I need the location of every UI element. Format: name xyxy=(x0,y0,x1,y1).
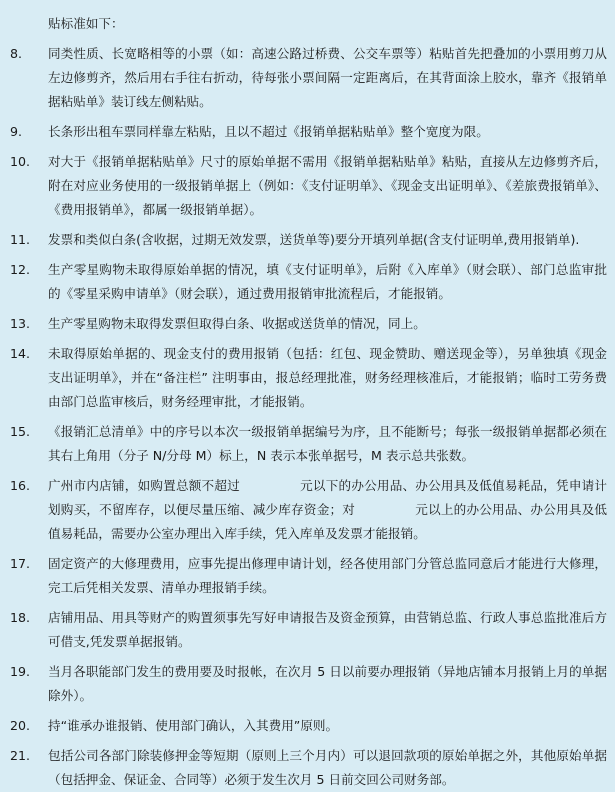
item-text: 持“谁承办谁报销、使用部门确认，入其费用”原则。 xyxy=(48,718,339,733)
rules-list xyxy=(8,42,607,792)
item-text: 生产零星购物未取得发票但取得白条、收据或送货单的情况，同上。 xyxy=(48,316,426,331)
item-number: 18. xyxy=(10,610,31,625)
item-number: 12. xyxy=(10,262,31,277)
list-item xyxy=(8,342,607,414)
item-number: 10. xyxy=(10,154,31,169)
list-item xyxy=(8,606,607,654)
item-number: 13. xyxy=(10,316,31,331)
item-text: 当月各职能部门发生的费用要及时报帐，在次月 5 日以前要办理报销（异地店铺本月报销上月的单据除外）。 xyxy=(48,664,607,703)
item-number: 14. xyxy=(10,346,31,361)
item-text: 店铺用品、用具等财产的购置须事先写好申请报告及资金预算，由营销总监、行政人事总监批准后方可借支,凭发票单据报销。 xyxy=(48,610,607,649)
list-item xyxy=(8,258,607,306)
item-text-part: 广州市内店铺，如购置总额不超过 xyxy=(48,478,240,493)
item-number: 15. xyxy=(10,424,31,439)
item-text: 生产零星购物未取得原始单据的情况，填《支付证明单》，后附《入库单》（财会联）、部门总监审批的《零星采购申请单》（财会联），通过费用报销审批流程后，才能报销。 xyxy=(48,262,607,301)
item-number: 19. xyxy=(10,664,31,679)
item-text: 长条形出租车票同样靠左粘贴，且以不超过《报销单据粘贴单》整个宽度为限。 xyxy=(48,124,489,139)
list-item xyxy=(8,474,607,546)
item-text: 《报销汇总清单》中的序号以本次一级报销单据编号为序，且不能断号；每张一级报销单据都必须在其右上角用（分子 N/分母 M）标上，N 表示本张单据号，M 表示总共张数。 xyxy=(48,424,607,463)
item-text: 固定资产的大修理费用，应事先提出修理申请计划，经各使用部门分管总监同意后才能进行大修理，完工后凭相关发票、清单办理报销手续。 xyxy=(48,556,607,595)
intro-text: 贴标准如下： xyxy=(48,16,124,31)
item-number: 8. xyxy=(10,46,23,61)
item-text: 同类性质、长宽略相等的小票（如：高速公路过桥费、公交车票等）粘贴首先把叠加的小票用剪刀从左边修剪齐，然后用右手往右折动，待每张小票间隔一定距离后，在其背面涂上胶水，靠齐《报销单据粘贴单》装订线左侧粘贴。 xyxy=(48,46,607,109)
item-text xyxy=(48,474,607,546)
list-item xyxy=(8,312,607,336)
list-item xyxy=(8,420,607,468)
item-text: 包括公司各部门除装修押金等短期（原则上三个月内）可以退回款项的原始单据之外，其他原始单据（包括押金、保证金、合同等）必须于发生次月 5 日前交回公司财务部。 xyxy=(48,748,607,787)
list-item xyxy=(8,552,607,600)
list-item xyxy=(8,228,607,252)
list-item xyxy=(8,714,607,738)
list-item xyxy=(8,744,607,792)
list-item xyxy=(8,150,607,222)
item-number: 20. xyxy=(10,718,31,733)
item-text: 发票和类似白条(含收据，过期无效发票，送货单等)要分开填列单据(含支付证明单,费用报销单). xyxy=(48,232,580,247)
item-text: 对大于《报销单据粘贴单》尺寸的原始单据不需用《报销单据粘贴单》粘贴，直接从左边修剪齐后，附在对应业务使用的一级报销单据上（例如：《支付证明单》、《现金支出证明单》、《差旅费报销单》、《费用报销单》，都属一级报销单据）。 xyxy=(48,154,607,217)
list-item xyxy=(8,42,607,114)
item-number: 21. xyxy=(10,748,31,763)
item-number: 16. xyxy=(10,478,31,493)
item-text-part: 元以上的办公用品、办公用具及低值易耗品，需要办公室办理出入库手续，凭入库单及发票才能报销。 xyxy=(48,502,608,541)
item-number: 11. xyxy=(10,232,31,247)
item-number: 17. xyxy=(10,556,31,571)
item-number: 9. xyxy=(10,124,23,139)
list-item xyxy=(8,120,607,144)
item-text-part: 元以下的办公用品、办公用具及低值易耗品，凭申请计划购买，不留库存，以便尽量压缩、减少库存资金；对 xyxy=(48,478,608,517)
list-item xyxy=(8,660,607,708)
item-text: 未取得原始单据的、现金支付的费用报销（包括：红包、现金赞助、赠送现金等），另单独填《现金支出证明单》，并在“备注栏” 注明事由，报总经理批准，财务经理核准后，才能报销；临时工劳务费由部门总监审核后，财务经理审批，才能报销。 xyxy=(48,346,607,409)
